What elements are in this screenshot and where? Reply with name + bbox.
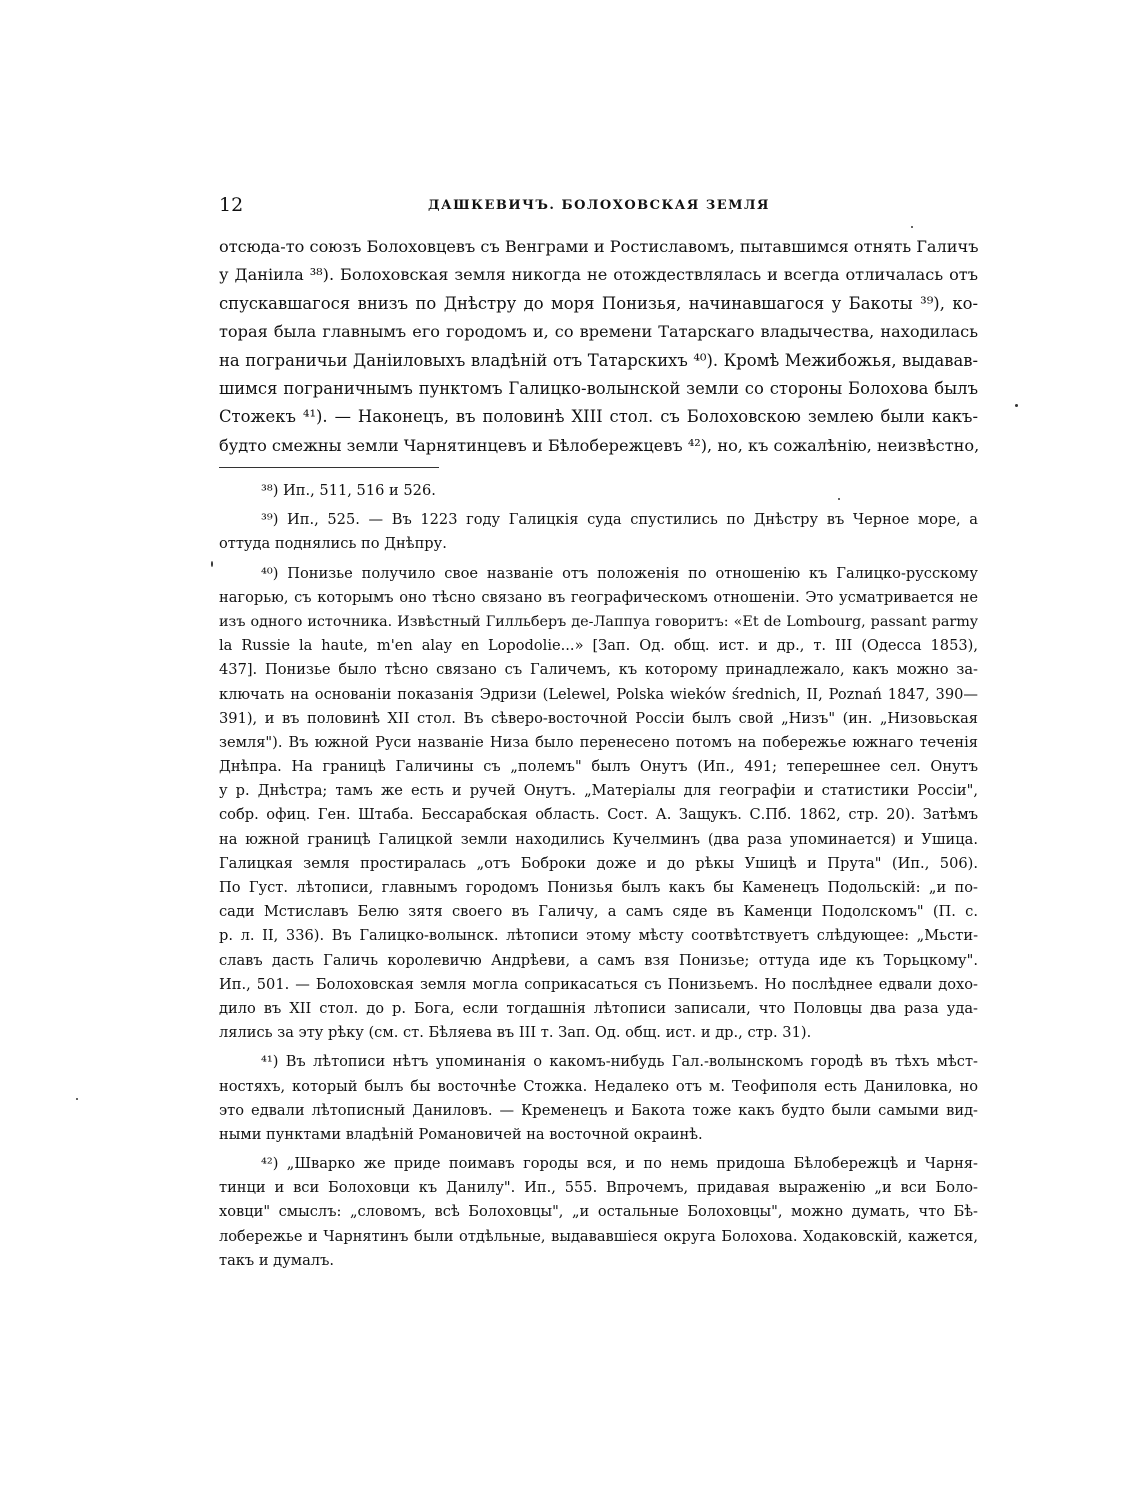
text-line: шимся пограничнымъ пунктомъ Галицко-волынской земли со стороны Болохова былъ xyxy=(219,378,978,398)
text-line: торая была главнымъ его городомъ и, со времени Татарскаго владычества, находилась xyxy=(219,322,978,342)
scan-speck xyxy=(911,226,913,228)
footnote-line: ховци" смыслъ: „словомъ, всѣ Болоховцы", „и остальные Болоховцы", можно думать, что Бѣ- xyxy=(219,1203,978,1221)
footnote-line: ⁴¹) Въ лѣтописи нѣтъ упоминанія о какомъ-нибудь Гал.-волынскомъ городѣ въ тѣхъ мѣст- xyxy=(261,1053,978,1071)
scan-speck xyxy=(211,561,213,567)
footnote-line: на южной границѣ Галицкой земли находились Кучелминъ (два раза упоминается) и Ушица. xyxy=(219,830,978,848)
footnote-line: 391), и въ половинѣ XII стол. Въ сѣверо-восточной Россіи былъ свой „Низъ" (ин. „Низовьская xyxy=(219,709,978,727)
footnote-line: Ип., 501. — Болоховская земля могла соприкасаться съ Понизьемъ. Но послѣднее едвали дохо- xyxy=(219,975,978,993)
footnote-line: По Густ. лѣтописи, главнымъ городомъ Понизья былъ какъ бы Каменецъ Подольскій: „и по- xyxy=(219,879,978,896)
text-line: на пограничьи Даніиловыхъ владѣній отъ Татарскихъ ⁴⁰). Кромѣ Межибожья, выдавав- xyxy=(219,350,978,370)
footnote-line: сади Мстиславъ Белю зятя своего въ Галичу, а самъ сяде въ Каменци Подолскомъ" (П. с. xyxy=(219,903,978,921)
page-number: 12 xyxy=(219,194,244,216)
footnote-fn40 xyxy=(219,562,978,1046)
main-text xyxy=(219,233,978,460)
footnote-line: лялись за эту рѣку (см. ст. Бѣляева въ III т. Зап. Од. общ. ист. и др., стр. 31). xyxy=(219,1024,812,1042)
footnote-line: дило въ XII стол. до р. Бога, если тогдашнія лѣтописи записали, что Половцы два раза уда- xyxy=(219,999,978,1017)
footnote-line: р. л. II, 336). Въ Галицко-волынск. лѣтописи этому мѣсту соотвѣтствуетъ слѣдующее: „Мьсти- xyxy=(219,927,978,945)
footnote-line: ³⁸) Ип., 511, 516 и 526. xyxy=(261,482,436,499)
footnote-line: нагорью, съ которымъ оно тѣсно связано въ географическомъ отношеніи. Это усматривается не xyxy=(219,588,978,606)
running-head xyxy=(219,194,979,224)
footnote-line: ⁴²) „Шварко же приде поимавъ городы вся, и по немь придоша Бѣлобережцѣ и Чарня- xyxy=(261,1155,978,1173)
footnote-line: ными пунктами владѣній Романовичей на восточной окраинѣ. xyxy=(219,1125,703,1143)
footnote-line: тинци и вси Болоховци къ Данилу". Ип., 555. Впрочемъ, придавая выраженію „и вси Боло- xyxy=(219,1179,978,1197)
footnote-line: оттуда поднялись по Днѣпру. xyxy=(219,535,447,553)
footnote-fn42 xyxy=(219,1152,978,1273)
scan-speck xyxy=(838,498,840,500)
footnote-line: ключать на основаніи показанія Эдризи (Lelewel, Polska wieków średnich, II, Poznań 1847, 390— xyxy=(219,685,978,703)
footnote-fn38 xyxy=(219,479,978,503)
footnote-line: славъ дасть Галичь королевичю Андрѣеви, а самъ взя Понизье; оттуда иде къ Торьцкому". xyxy=(219,951,978,969)
footnote-line: ⁴⁰) Понизье получило свое названіе отъ положенія по отношенію къ Галицко-русскому xyxy=(261,564,978,582)
footnote-line: изъ одного источника. Извѣстный Гилльберъ де-Лаппуа говоритъ: «Et de Lombourg, passant parmy xyxy=(219,613,978,630)
footnote-line: Днѣпра. На границѣ Галичины съ „полемъ" былъ Онутъ (Ип., 491; теперешнее сел. Онутъ xyxy=(219,758,978,776)
text-line: у Даніила ³⁸). Болоховская земля никогда не отождествлялась и всегда отличалась отъ xyxy=(219,265,978,285)
footnote-line: у р. Днѣстра; тамъ же есть и ручей Онутъ. „Матеріалы для географіи и статистики Россіи", xyxy=(219,782,978,800)
footnote-line: Галицкая земля простиралась „отъ Боброки доже и до рѣкы Ушицѣ и Прута" (Ип., 506). xyxy=(219,854,978,872)
footnote-line: la Russie la haute, m'en alay en Lopodolie...» [Зап. Од. общ. ист. и др., т. III (Одесса 1853), xyxy=(219,637,978,655)
footnote-line: 437]. Понизье было тѣсно связано съ Галичемъ, къ которому принадлежало, какъ можно за- xyxy=(219,661,978,679)
footnote-line: это едвали лѣтописный Даниловъ. — Кременецъ и Бакота тоже какъ будто были самыми вид- xyxy=(219,1101,978,1119)
footnote-line: такъ и думалъ. xyxy=(219,1251,335,1269)
text-line: будто смежны земли Чарнятинцевъ и Бѣлобережцевъ ⁴²), но, къ сожалѣнію, неизвѣстно, xyxy=(219,435,980,455)
text-line: отсюда-то союзъ Болоховцевъ съ Венграми и Ростиславомъ, пытавшимся отнять Галичъ xyxy=(219,237,979,256)
text-line: Стожекъ ⁴¹). — Наконецъ, въ половинѣ XIII стол. съ Болоховскою землею были какъ- xyxy=(219,407,978,427)
footnote-fn41 xyxy=(219,1050,978,1147)
scan-speck xyxy=(1015,404,1018,407)
text-line: спускавшагося внизъ по Днѣстру до моря Понизья, начинавшагося у Бакоты ³⁹), ко- xyxy=(219,293,978,313)
footnote-line: ностяхъ, который былъ бы восточнѣе Стожка. Недалеко отъ м. Теофиполя есть Даниловка, но xyxy=(219,1077,978,1095)
footnote-line: лобережье и Чарнятинъ были отдѣльные, выдававшіеся округа Болохова. Ходаковскій, кажется, xyxy=(219,1227,978,1245)
footnote-line: собр. офиц. Ген. Штаба. Бессарабская область. Сост. А. Защукъ. С.Пб. 1862, стр. 20). Затѣмъ xyxy=(219,806,978,824)
footnotes xyxy=(219,479,978,1278)
footnote-separator xyxy=(219,467,439,468)
scan-speck xyxy=(76,1098,78,1100)
footnote-line: земля"). Въ южной Руси названіе Низа было перенесено потомъ на побережье южнаго теченія xyxy=(219,733,978,751)
running-title: ДАШКЕВИЧЪ. БОЛОХОВСКАЯ ЗЕМЛЯ xyxy=(427,198,771,213)
footnote-line: ³⁹) Ип., 525. — Въ 1223 году Галицкія суда спустились по Днѣстру въ Черное море, а xyxy=(261,511,978,529)
footnote-fn39 xyxy=(219,508,978,556)
